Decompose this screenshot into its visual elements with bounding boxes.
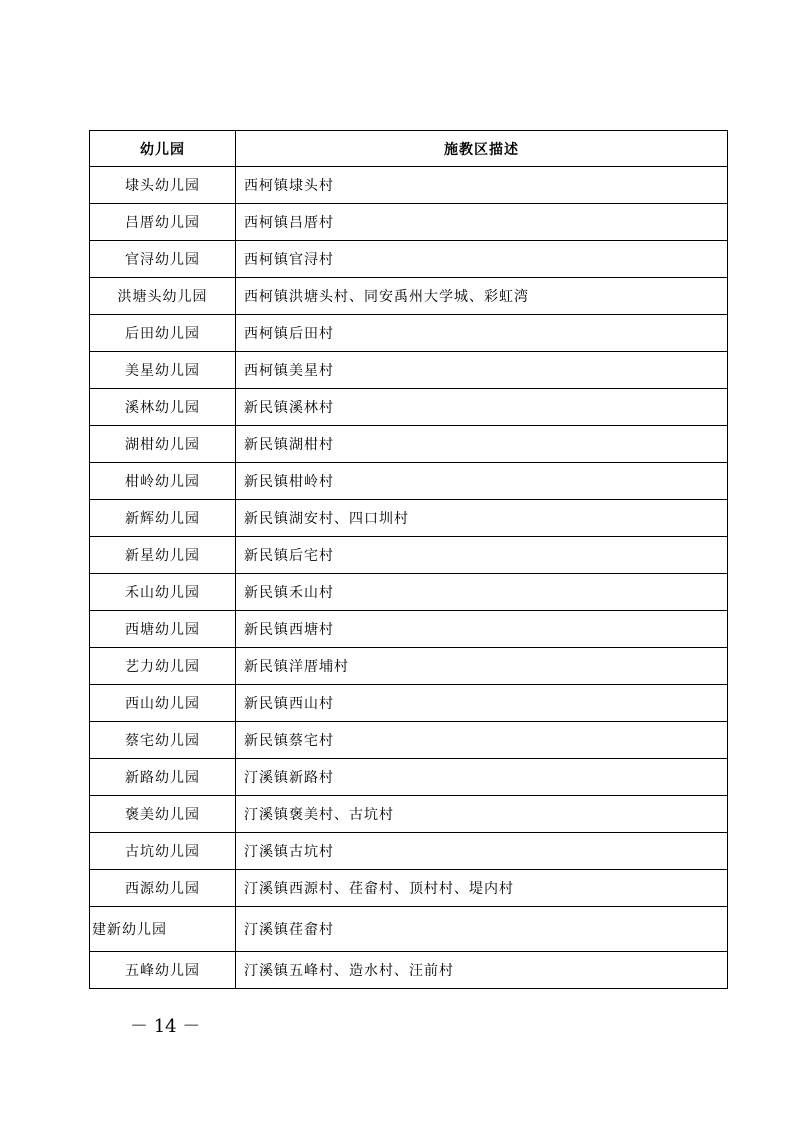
district-description: 西柯镇埭头村 [236, 167, 728, 204]
table-header-row [90, 131, 728, 167]
table-row [90, 537, 728, 574]
district-description: 新民镇蔡宅村 [236, 722, 728, 759]
table-row [90, 907, 728, 952]
district-description: 汀溪镇古坑村 [236, 833, 728, 870]
header-district-description: 施教区描述 [236, 131, 728, 167]
district-description: 新民镇后宅村 [236, 537, 728, 574]
district-description: 新民镇湖柑村 [236, 426, 728, 463]
table-row [90, 167, 728, 204]
table-row [90, 574, 728, 611]
table-row [90, 796, 728, 833]
kindergarten-name: 后田幼儿园 [90, 315, 236, 352]
table-row [90, 685, 728, 722]
kindergarten-name: 官浔幼儿园 [90, 241, 236, 278]
table-row [90, 463, 728, 500]
district-description: 新民镇禾山村 [236, 574, 728, 611]
table-row [90, 648, 728, 685]
district-description: 汀溪镇荏畲村 [236, 907, 728, 952]
district-description: 新民镇湖安村、四口圳村 [236, 500, 728, 537]
kindergarten-name: 建新幼儿园 [90, 907, 236, 952]
district-description: 新民镇西塘村 [236, 611, 728, 648]
table-row [90, 870, 728, 907]
kindergarten-name: 褒美幼儿园 [90, 796, 236, 833]
table-row [90, 759, 728, 796]
table-row [90, 389, 728, 426]
kindergarten-name: 新路幼儿园 [90, 759, 236, 796]
district-description: 西柯镇吕厝村 [236, 204, 728, 241]
kindergarten-district-table [89, 130, 728, 989]
district-description: 西柯镇官浔村 [236, 241, 728, 278]
kindergarten-name: 西源幼儿园 [90, 870, 236, 907]
district-description: 新民镇溪林村 [236, 389, 728, 426]
table-row [90, 500, 728, 537]
district-description: 汀溪镇褒美村、古坑村 [236, 796, 728, 833]
kindergarten-name: 吕厝幼儿园 [90, 204, 236, 241]
district-description: 汀溪镇五峰村、造水村、汪前村 [236, 952, 728, 989]
kindergarten-name: 新辉幼儿园 [90, 500, 236, 537]
kindergarten-name: 柑岭幼儿园 [90, 463, 236, 500]
kindergarten-name: 新星幼儿园 [90, 537, 236, 574]
table-row [90, 952, 728, 989]
district-description: 新民镇柑岭村 [236, 463, 728, 500]
kindergarten-name: 五峰幼儿园 [90, 952, 236, 989]
table-row [90, 426, 728, 463]
table-row [90, 315, 728, 352]
kindergarten-name: 禾山幼儿园 [90, 574, 236, 611]
kindergarten-name: 洪塘头幼儿园 [90, 278, 236, 315]
district-description: 新民镇洋厝埔村 [236, 648, 728, 685]
kindergarten-name: 西塘幼儿园 [90, 611, 236, 648]
district-description: 汀溪镇西源村、荏畲村、顶村村、堤内村 [236, 870, 728, 907]
kindergarten-name: 湖柑幼儿园 [90, 426, 236, 463]
kindergarten-name: 埭头幼儿园 [90, 167, 236, 204]
kindergarten-name: 溪林幼儿园 [90, 389, 236, 426]
table-row [90, 278, 728, 315]
kindergarten-name: 美星幼儿园 [90, 352, 236, 389]
district-description: 新民镇西山村 [236, 685, 728, 722]
kindergarten-name: 西山幼儿园 [90, 685, 236, 722]
kindergarten-name: 艺力幼儿园 [90, 648, 236, 685]
kindergarten-name: 蔡宅幼儿园 [90, 722, 236, 759]
district-description: 西柯镇后田村 [236, 315, 728, 352]
kindergarten-name: 古坑幼儿园 [90, 833, 236, 870]
table-row [90, 241, 728, 278]
district-description: 西柯镇美星村 [236, 352, 728, 389]
table-row [90, 722, 728, 759]
table-row [90, 352, 728, 389]
table-row [90, 833, 728, 870]
header-kindergarten: 幼儿园 [90, 131, 236, 167]
district-description: 汀溪镇新路村 [236, 759, 728, 796]
page-number: － 14 － [130, 1016, 201, 1037]
table-row [90, 611, 728, 648]
table-row [90, 204, 728, 241]
district-description: 西柯镇洪塘头村、同安禹州大学城、彩虹湾 [236, 278, 728, 315]
